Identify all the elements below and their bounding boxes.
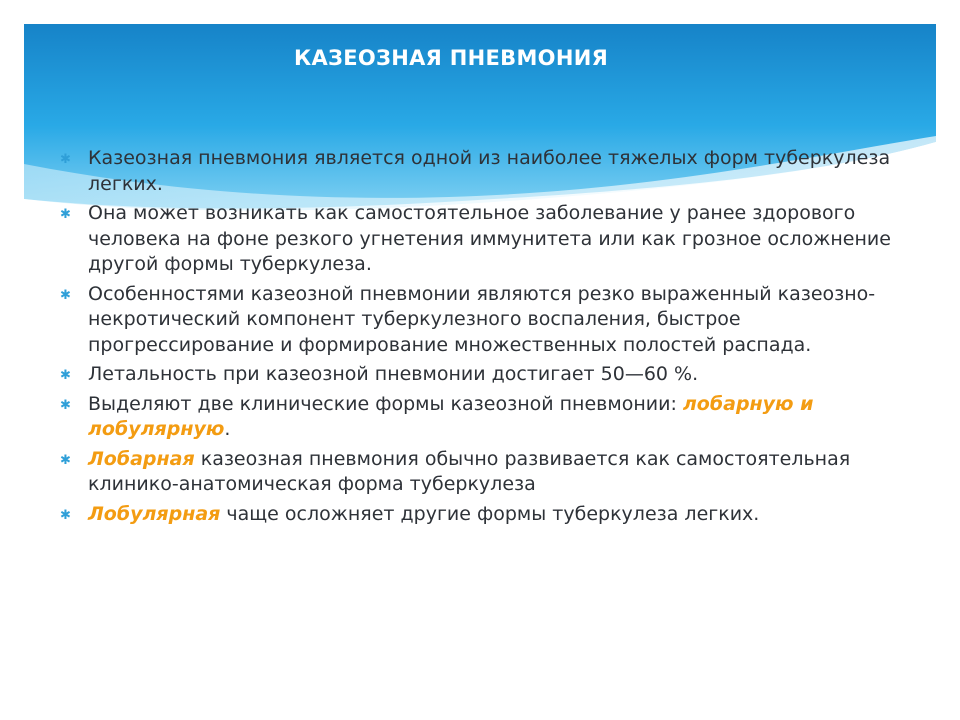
asterisk-icon: ✱ [60,397,71,413]
item-text: Казеозная пневмония является одной из наиболее тяжелых форм туберкулеза легких. [88,147,891,195]
slide-title: КАЗЕОЗНАЯ ПНЕВМОНИЯ [294,46,609,70]
highlight-term: лобарную и лобулярную [88,392,814,440]
list-item [60,146,910,197]
item-text: чаще осложняет другие формы туберкулеза легких. [220,502,760,525]
item-text: Летальность при казеозной пневмонии достигает 50—60 %. [88,363,699,385]
item-text: Особенностями казеозной пневмонии являются резко выраженный казеозно-некротический компонент туберкулезного воспаления, быстрое прогрессирование и формирование множественных полостей распада. [88,282,876,356]
asterisk-icon: ✱ [60,287,71,303]
asterisk-icon: ✱ [60,207,71,222]
list-item [60,282,910,359]
asterisk-icon: ✱ [60,368,71,383]
item-text: . [224,418,231,440]
highlight-term: Лобулярная [88,502,221,525]
list-item [60,201,910,278]
list-item [60,362,910,388]
highlight-term: Лобарная [88,447,195,470]
asterisk-icon: ✱ [60,152,71,167]
list-item [60,502,910,528]
slide [24,24,936,696]
item-text: Выделяют две клинические формы казеозной пневмонии: [88,392,683,415]
item-text: казеозная пневмония обычно развивается как самостоятельная клинико-анатомическая форма туберкулеза [88,447,851,495]
list-item [60,392,910,443]
asterisk-icon: ✱ [60,507,71,523]
item-text: Она может возникать как самостоятельное заболевание у ранее здорового человека на фоне резкого угнетения иммунитета или как грозное осложнение другой формы туберкулеза. [88,202,891,275]
asterisk-icon: ✱ [60,452,71,468]
bullet-list [60,146,910,531]
list-item [60,447,910,498]
